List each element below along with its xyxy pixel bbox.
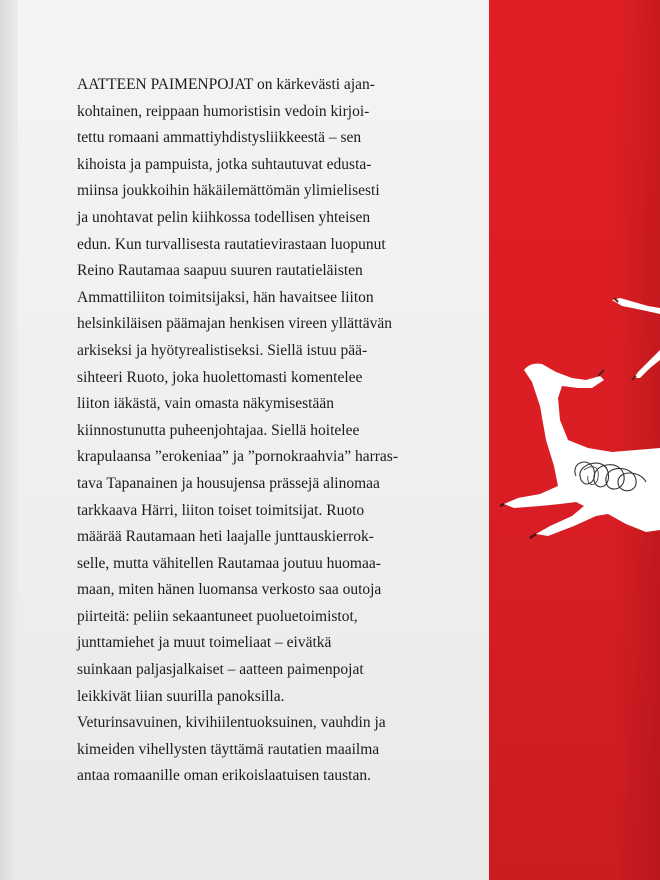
blurb-line: Reino Rautamaa saapuu suuren rautatieläisten (77, 262, 363, 280)
blurb-line: miinsa joukkoihin häkäilemättömän ylimielisesti (77, 182, 380, 200)
blurb-line: tava Tapanainen ja housujensa prässejä alinomaa (77, 474, 380, 492)
blurb-line: kimeiden vihellysten täyttämä rautatien maailma (77, 740, 380, 758)
blurb-line: suinkaan paljasjalkaiset – aatteen paimenpojat (77, 661, 364, 679)
blurb-text (77, 72, 483, 790)
blurb-line: Veturinsavuinen, kivihiilentuoksuinen, vauhdin ja (77, 714, 386, 732)
blurb-line: junttamiehet ja muut toimeliaat – eivätkä (77, 634, 332, 652)
blurb-line: kihoista ja pampuista, jotka suhtautuvat edusta- (77, 155, 372, 173)
blurb-line: liiton iäkästä, vain omasta näkymisestään (77, 395, 334, 413)
blurb-line: kohtainen, reippaan humoristisin vedoin kirjoi- (77, 102, 370, 120)
blurb-line: tarkkaava Härri, liiton toiset toimitsijat. Ruoto (77, 501, 365, 519)
blurb-line: krapulaansa ”erokeniaa” ja ”pornokraahvia” harras- (77, 448, 399, 466)
blurb-line: arkiseksi ja hyötyrealistiseksi. Siellä istuu pää- (77, 341, 368, 359)
blurb-line: AATTEEN PAIMENPOJAT on kärkevästi ajan- (77, 76, 375, 93)
blurb-line: sihteeri Ruoto, joka huolettomasti komentelee (77, 368, 363, 386)
blurb-line: piirteitä: peliin sekaantuneet puoluetoimistot, (77, 607, 358, 625)
blurb-line: antaa romaanille oman erikoislaatuisen taustan. (77, 767, 371, 785)
cover-left-edge (0, 0, 18, 880)
blurb-line: määrää Rautamaan heti laajalle junttauskierrok- (77, 528, 374, 546)
blurb-line: selle, mutta vähitellen Rautamaa joutuu huomaa- (77, 554, 381, 572)
blurb-line: helsinkiläisen päämajan henkisen vireen yllättävän (77, 315, 393, 333)
blurb-line: leikkivät liian suurilla panoksilla. (77, 687, 285, 705)
blurb-line: kiinnostunutta puheenjohtajaa. Siellä hoitelee (77, 421, 360, 439)
white-running-animal-icon (500, 280, 660, 560)
blurb-line: tettu romaani ammattiyhdistysliikkeestä – sen (77, 129, 362, 147)
blurb-line: maan, miten hänen luomansa verkosto saa outoja (77, 581, 382, 599)
blurb-line: ja unohtavat pelin kiihkossa todellisen yhteisen (77, 208, 371, 226)
blurb-line: Ammattiliiton toimitsijaksi, hän havaitsee liiton (77, 288, 374, 306)
blurb-line: edun. Kun turvallisesta rautatievirastaan luopunut (77, 235, 386, 253)
